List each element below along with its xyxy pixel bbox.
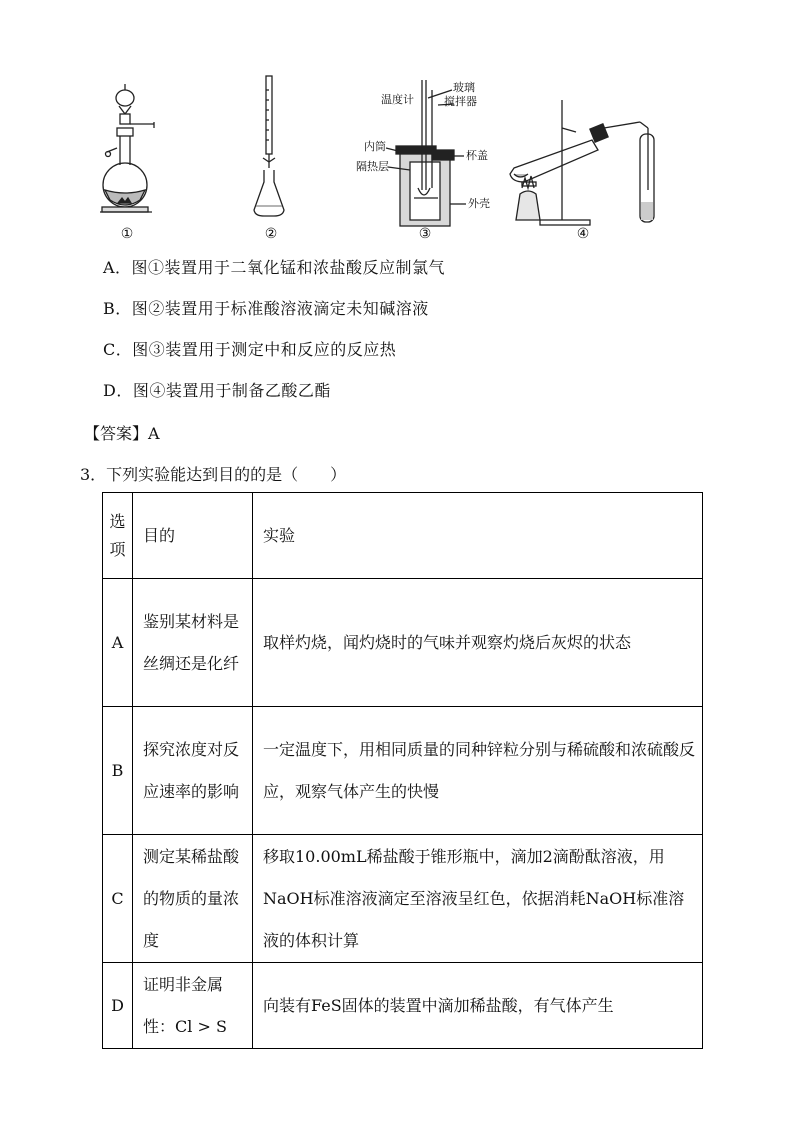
figure-2-drawing: [254, 76, 284, 216]
figure-1-drawing: [100, 84, 154, 212]
row-purpose: 证明非金属性：Cl > S: [133, 963, 253, 1049]
header-option: 选项: [103, 493, 133, 579]
table-row: [103, 835, 703, 963]
option-d: D．图④装置用于制备乙酸乙酯: [103, 381, 331, 400]
row-option: C: [103, 835, 133, 963]
table-header-row: [103, 493, 703, 579]
label-stirrer-1: 玻璃: [453, 81, 475, 94]
row-experiment: 一定温度下，用相同质量的同种锌粒分别与稀硫酸和浓硫酸反应，观察气体产生的快慢: [253, 707, 703, 835]
row-purpose: 测定某稀盐酸的物质的量浓度: [133, 835, 253, 963]
label-shell: 外壳: [468, 197, 490, 210]
row-option: B: [103, 707, 133, 835]
figure-1-number: ①: [120, 226, 134, 242]
header-experiment: 实验: [253, 493, 703, 579]
option-a: A．图①装置用于二氧化锰和浓盐酸反应制氯气: [103, 258, 446, 277]
table-row: [103, 963, 703, 1049]
row-purpose: 鉴别某材料是丝绸还是化纤: [133, 579, 253, 707]
apparatus-figures: [92, 70, 692, 250]
label-inner: 内筒: [364, 140, 386, 153]
label-stirrer-2: 搅拌器: [444, 95, 477, 108]
experiment-table: [102, 492, 703, 1049]
label-thermometer: 温度计: [381, 93, 414, 106]
row-experiment: 移取10.00mL稀盐酸于锥形瓶中，滴加2滴酚酞溶液，用NaOH标准溶液滴定至溶液呈红色，依据消耗NaOH标准溶液的体积计算: [253, 835, 703, 963]
label-lid: 杯盖: [466, 149, 488, 162]
table-row: [103, 579, 703, 707]
answer-line: 【答案】A: [84, 424, 160, 443]
question-3: 3．下列实验能达到目的的是（ ）: [80, 465, 347, 484]
label-insulation: 隔热层: [356, 160, 389, 173]
figure-3-number: ③: [418, 226, 432, 242]
table-row: [103, 707, 703, 835]
option-b: B．图②装置用于标准酸溶液滴定未知碱溶液: [103, 299, 429, 318]
figure-4-number: ④: [576, 226, 590, 242]
row-option: D: [103, 963, 133, 1049]
row-experiment: 向装有FeS固体的装置中滴加稀盐酸，有气体产生: [253, 963, 703, 1049]
row-purpose: 探究浓度对反应速率的影响: [133, 707, 253, 835]
figure-4-drawing: [510, 100, 654, 225]
header-purpose: 目的: [133, 493, 253, 579]
row-option: A: [103, 579, 133, 707]
option-c: C．图③装置用于测定中和反应的反应热: [103, 340, 397, 359]
row-experiment: 取样灼烧，闻灼烧时的气味并观察灼烧后灰烬的状态: [253, 579, 703, 707]
figure-2-number: ②: [264, 226, 278, 242]
